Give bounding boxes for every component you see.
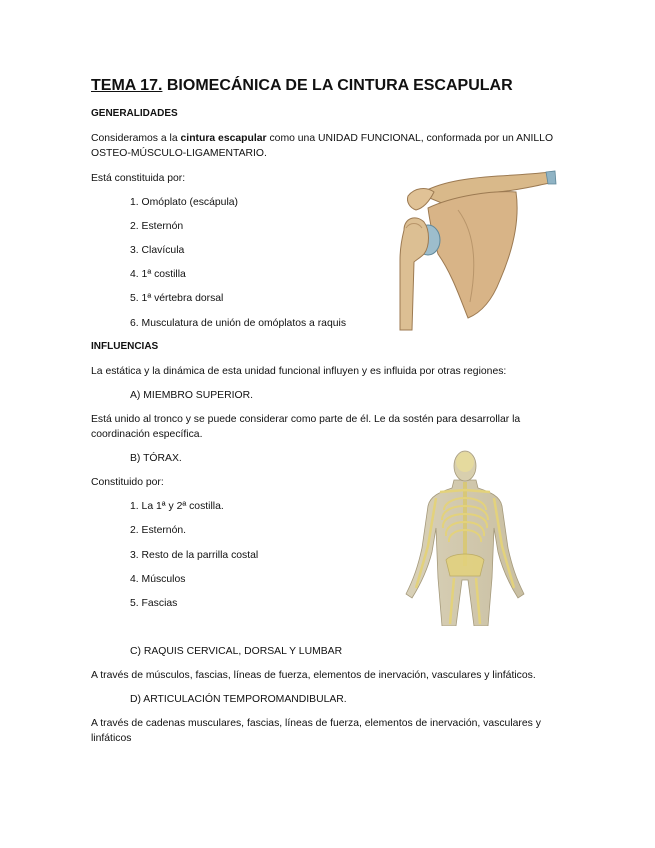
list-item: 1. La 1ª y 2ª costilla. <box>130 501 224 512</box>
section-heading-influencias: INFLUENCIAS <box>91 341 159 352</box>
title-text: BIOMECÁNICA DE LA CINTURA ESCAPULAR <box>162 77 513 94</box>
intro-paragraph-line2: OSTEO-MÚSCULO-LIGAMENTARIO. <box>91 148 267 159</box>
section-heading-generalidades: GENERALIDADES <box>91 108 178 119</box>
list-item: 5. 1ª vértebra dorsal <box>130 293 224 304</box>
list-item: 4. 1ª costilla <box>130 269 186 280</box>
skeleton-illustration <box>402 448 528 626</box>
subsection-text-d-line2: linfáticos <box>91 733 132 744</box>
list-item: 2. Esternón. <box>130 525 187 536</box>
constituida-label: Está constituida por: <box>91 173 186 184</box>
list-item: 1. Omóplato (escápula) <box>130 197 239 208</box>
list-item: 3. Resto de la parrilla costal <box>130 550 259 561</box>
list-item: 2. Esternón <box>130 221 184 232</box>
intro-bold-term: cintura escapular <box>180 133 267 144</box>
subsection-title-d: D) ARTICULACIÓN TEMPOROMANDIBULAR. <box>130 694 347 705</box>
title-number: TEMA 17. <box>91 77 163 94</box>
subsection-title-a: A) MIEMBRO SUPERIOR. <box>130 390 253 401</box>
intro-post: como una UNIDAD FUNCIONAL, conformada por un ANILLO <box>266 133 554 144</box>
list-item: 3. Clavícula <box>130 245 185 256</box>
list-item: 4. Músculos <box>130 574 186 585</box>
subsection-title-c: C) RAQUIS CERVICAL, DORSAL Y LUMBAR <box>130 646 343 657</box>
scapula-illustration <box>398 170 558 332</box>
subsection-text-c: A través de músculos, fascias, líneas de fuerza, elementos de inervación, vasculares y linfáticos. <box>91 670 536 681</box>
subsection-text-d-line1: A través de cadenas musculares, fascias, líneas de fuerza, elementos de inervación, vasculares y <box>91 718 541 729</box>
intro-pre: Consideramos a la <box>91 133 181 144</box>
subsection-title-b: B) TÓRAX. <box>130 453 182 464</box>
intro-paragraph-line1 <box>91 132 553 146</box>
page-title <box>91 77 513 95</box>
subsection-text-b-intro: Constituido por: <box>91 477 164 488</box>
list-item: 6. Musculatura de unión de omóplatos a raquis <box>130 318 347 329</box>
subsection-text-a-line1: Está unido al tronco y se puede considerar como parte de él. Le da sostén para desarrollar la <box>91 414 521 425</box>
list-item: 5. Fascias <box>130 598 178 609</box>
subsection-text-a-line2: coordinación específica. <box>91 429 203 440</box>
influencias-intro: La estática y la dinámica de esta unidad funcional influyen y es influida por otras regiones: <box>91 366 507 377</box>
